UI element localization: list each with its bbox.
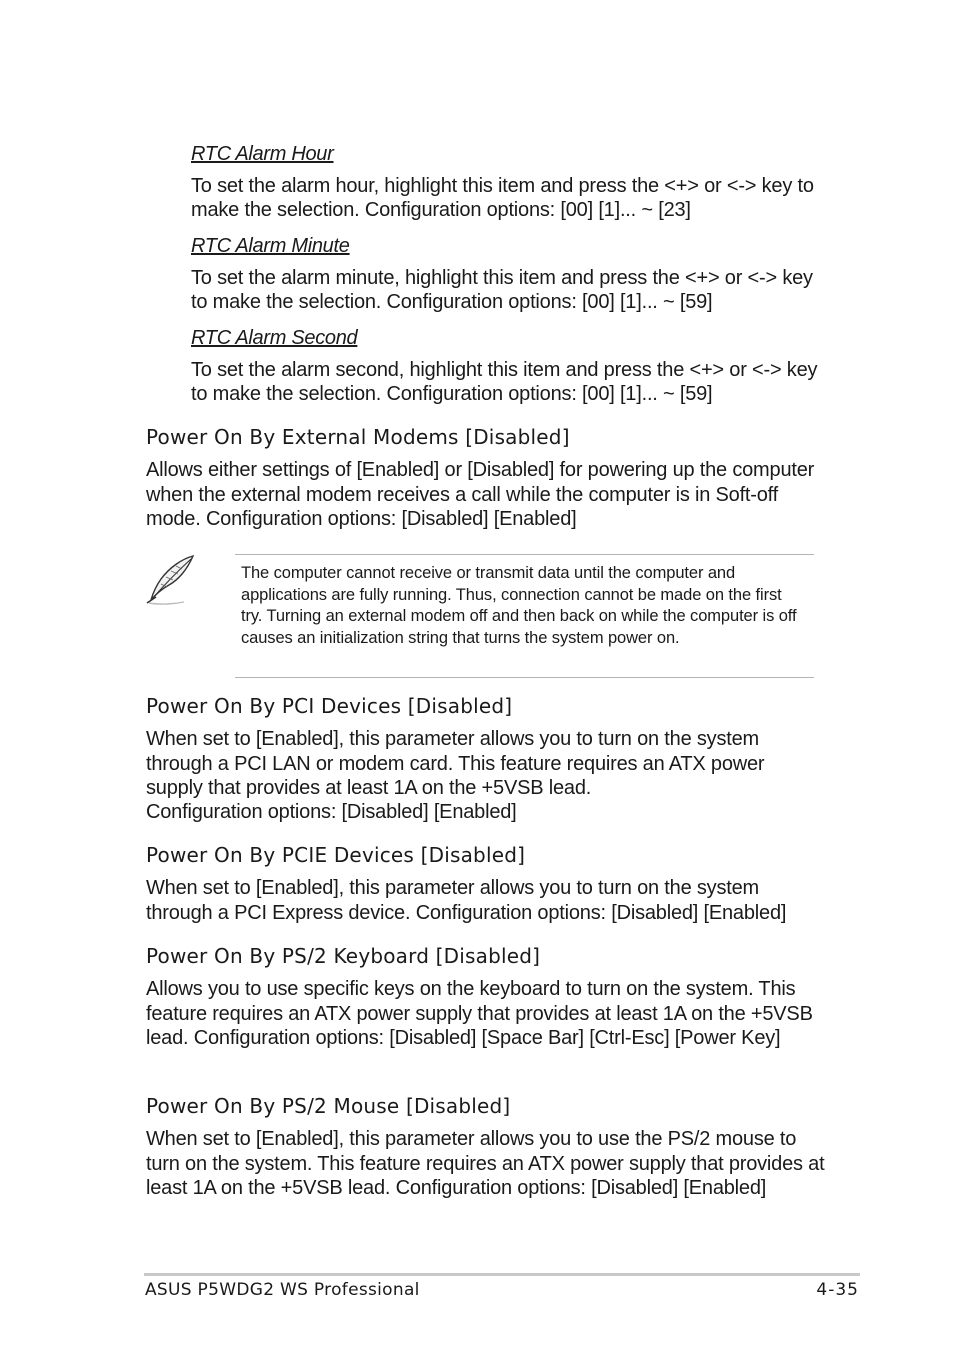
heading-ps2-keyboard: Power On By PS/2 Keyboard [Disabled] xyxy=(146,944,541,968)
rtc-alarm-hour-title: RTC Alarm Hour xyxy=(191,143,334,165)
rtc-alarm-hour-text: To set the alarm hour, highlight this item and press the <+> or <-> key to make the selection. Configuration options: [00] [1]... ~ [23] xyxy=(191,175,814,221)
note-box xyxy=(235,554,814,678)
feather-pen-icon xyxy=(144,553,198,605)
heading-pcie-devices: Power On By PCIE Devices [Disabled] xyxy=(146,843,526,867)
text-pcie-devices: When set to [Enabled], this parameter allows you to turn on the system through a PCI Express device. Configuration options: [Disabled] [Enabled] xyxy=(146,877,787,924)
text-pci-devices: When set to [Enabled], this parameter allows you to turn on the system through a PCI LAN or modem card. This feature requires an ATX power supply that provides at least 1A on the +5VSB lead. xyxy=(146,728,765,799)
note-text: The computer cannot receive or transmit data until the computer and applications are fully running. Thus, connection cannot be made on the first try. Turning an external modem off and then back on while the computer is off causes an initialization string that turns the system power on. xyxy=(241,564,797,647)
heading-external-modems: Power On By External Modems [Disabled] xyxy=(146,425,570,449)
text-ps2-keyboard: Allows you to use specific keys on the keyboard to turn on the system. This feature requires an ATX power supply that provides at least 1A on the +5VSB lead. Configuration options: [Disabled] [Space Bar] [Ctrl-Esc] [Power Key] xyxy=(146,978,813,1049)
rtc-alarm-second-text: To set the alarm second, highlight this item and press the <+> or <-> key to make the selection. Configuration options: [00] [1]... ~ [59] xyxy=(191,359,818,405)
rtc-alarm-minute-text: To set the alarm minute, highlight this item and press the <+> or <-> key to make the selection. Configuration options: [00] [1]... ~ [59] xyxy=(191,267,813,313)
footer-product-name: ASUS P5WDG2 WS Professional xyxy=(145,1280,420,1300)
footer-page-number: 4-35 xyxy=(816,1280,859,1300)
text-external-modems: Allows either settings of [Enabled] or [Disabled] for powering up the computer when the external modem receives a call while the computer is in Soft-off mode. Configuration options: [Disabled] [Enabled] xyxy=(146,459,815,530)
text-pci-options: Configuration options: [Disabled] [Enabled] xyxy=(146,801,517,823)
heading-pci-devices: Power On By PCI Devices [Disabled] xyxy=(146,694,513,718)
footer-divider xyxy=(144,1273,860,1276)
heading-ps2-mouse: Power On By PS/2 Mouse [Disabled] xyxy=(146,1094,511,1118)
text-ps2-mouse: When set to [Enabled], this parameter allows you to use the PS/2 mouse to turn on the system. This feature requires an ATX power supply that provides at least 1A on the +5VSB lead. Configuration options: [Disabled] [Enabled] xyxy=(146,1128,825,1199)
rtc-alarm-second-title: RTC Alarm Second xyxy=(191,327,358,349)
rtc-alarm-minute-title: RTC Alarm Minute xyxy=(191,235,350,257)
